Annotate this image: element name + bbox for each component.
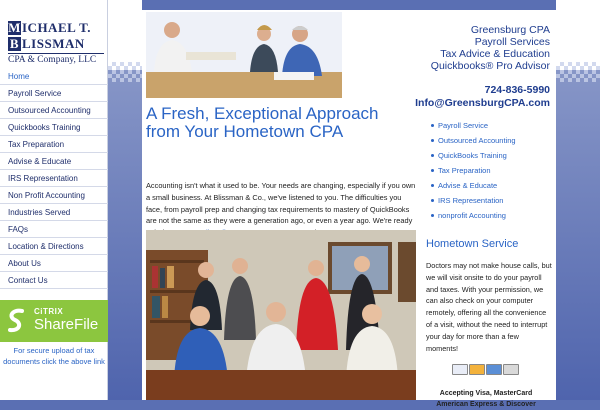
main-content bbox=[142, 10, 556, 408]
company-logo[interactable] bbox=[8, 20, 104, 65]
sharefile-link[interactable] bbox=[0, 300, 108, 342]
service-link[interactable]: nonprofit Accounting bbox=[418, 208, 554, 223]
nav-item[interactable]: About Us bbox=[0, 255, 108, 272]
hometown-title: Hometown Service bbox=[426, 238, 519, 250]
logo-divider bbox=[8, 53, 104, 54]
service-link[interactable]: Advise & Educate bbox=[418, 178, 554, 193]
sharefile-caption[interactable]: For secure upload of tax documents click the above link bbox=[3, 346, 105, 366]
discover-card-icon bbox=[503, 364, 519, 375]
service-link[interactable]: Tax Preparation bbox=[418, 163, 554, 178]
services-list bbox=[418, 118, 554, 234]
nav-item[interactable]: Non Profit Accounting bbox=[0, 187, 108, 204]
contact-line-3: Tax Advice & Education bbox=[440, 48, 550, 60]
logo-line-1: MICHAEL T. bbox=[8, 20, 92, 35]
nav-item[interactable]: Location & Directions bbox=[0, 238, 108, 255]
sharefile-brand: CiTRIX bbox=[34, 307, 64, 316]
nav-item[interactable]: Payroll Service bbox=[0, 85, 108, 102]
hero-meeting-photo bbox=[146, 12, 342, 98]
contact-line-4: Quickbooks® Pro Advisor bbox=[430, 60, 550, 72]
nav-item[interactable]: Industries Served bbox=[0, 204, 108, 221]
credit-cards-icon bbox=[452, 362, 518, 380]
contact-line-2: Payroll Services bbox=[474, 36, 550, 48]
sharefile-logo-icon bbox=[6, 307, 28, 335]
service-link[interactable]: Payroll Service bbox=[418, 118, 554, 133]
payment-accepted: Accepting Visa, MasterCard American Express & Discover bbox=[436, 390, 536, 408]
staff-group-photo bbox=[146, 230, 416, 400]
nav-item[interactable]: Contact Us bbox=[0, 272, 108, 289]
nav-item[interactable]: Advise & Educate bbox=[0, 153, 108, 170]
service-link[interactable]: QuickBooks Training bbox=[418, 148, 554, 163]
phone-number[interactable]: 724-836-5990 bbox=[484, 84, 550, 96]
background-stripe-right bbox=[556, 0, 600, 400]
hometown-body: Doctors may not make house calls, but we will visit onsite to do your payroll and taxes. With your permission, we can also check on your computer remotely, offering all the convenience of a visit, without the need to interrupt your day for more than a few moments! bbox=[426, 261, 552, 353]
logo-tagline: CPA & Company, LLC bbox=[8, 55, 97, 65]
nav-item[interactable]: Tax Preparation bbox=[0, 136, 108, 153]
page-headline: A Fresh, Exceptional Approach from Your Hometown CPA bbox=[146, 104, 379, 141]
sidebar bbox=[0, 0, 108, 400]
nav-item[interactable]: Home bbox=[0, 68, 108, 85]
contact-line-1: Greensburg CPA bbox=[470, 24, 550, 36]
amex-card-icon bbox=[486, 364, 502, 375]
nav-item[interactable]: FAQs bbox=[0, 221, 108, 238]
nav-item[interactable]: Quickbooks Training bbox=[0, 119, 108, 136]
checker-pattern-left bbox=[108, 62, 142, 82]
nav-item[interactable]: IRS Representation bbox=[0, 170, 108, 187]
service-link[interactable]: IRS Representation bbox=[418, 193, 554, 208]
visa-card-icon bbox=[452, 364, 468, 375]
intro-paragraph: Accounting isn't what it used to be. Your needs are changing, especially if you own a small business. At Blissman & Co., we've listened to you. The difficulties you face, from payroll prep and changing tax requirements to mastery of QuickBooks are not the same as they were a generation ago, or even a year ago. We're ready bbox=[146, 180, 418, 239]
background-stripe-left bbox=[108, 0, 142, 400]
contact-block bbox=[415, 24, 550, 110]
service-link[interactable]: Outsourced Accounting bbox=[418, 133, 554, 148]
nav-item[interactable]: Outsourced Accounting bbox=[0, 102, 108, 119]
main-navigation bbox=[0, 68, 108, 289]
checker-pattern-right bbox=[556, 62, 600, 82]
sharefile-name: ShareFile bbox=[34, 316, 99, 333]
mastercard-icon bbox=[469, 364, 485, 375]
email-link[interactable]: Info@GreensburgCPA.com bbox=[415, 97, 550, 109]
logo-line-2: B LISSMAN bbox=[9, 36, 85, 51]
